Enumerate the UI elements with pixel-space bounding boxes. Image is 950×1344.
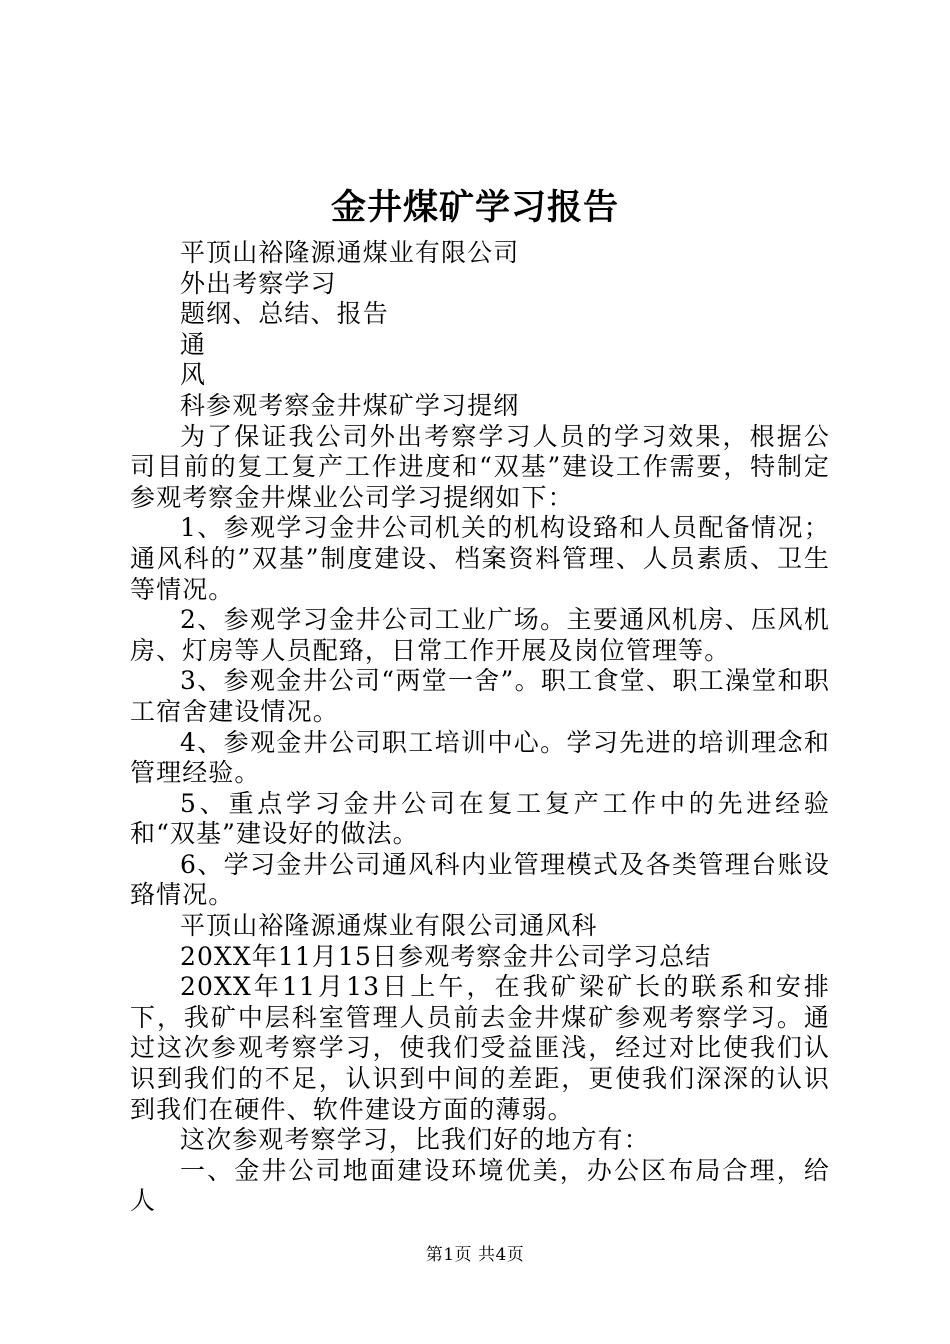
paragraph: 科参观考察金井煤矿学习提纲 [180, 390, 520, 420]
paragraph: 平顶山裕隆源通煤业有限公司 [180, 238, 520, 267]
paragraph: 1、参观学习金井公司机关的机构设臵和人员配备情况；通风科的”双基”制度建设、档案资料管理、人员素质、卫生等情况。 [130, 513, 830, 604]
paragraph: 4、参观金井公司职工培训中心。学习先进的培训理念和管理经验。 [130, 727, 830, 788]
paragraph: 5、重点学习金井公司在复工复产工作中的先进经验和“双基”建设好的做法。 [130, 788, 830, 849]
paragraph: 外出考察学习 [180, 268, 337, 298]
paragraph: 20XX年11月15日参观考察金井公司学习总结 [180, 941, 712, 971]
paragraph: 6、学习金井公司通风科内业管理模式及各类管理台账设臵情况。 [130, 849, 830, 910]
paragraph: 这次参观考察学习，比我们好的地方有： [180, 1125, 650, 1155]
paragraph: 为了保证我公司外出考察学习人员的学习效果，根据公司目前的复工复产工作进度和“双基”建设工作需要，特制定参观考察金井煤业公司学习提纲如下： [130, 421, 830, 512]
paragraph: 风 [180, 360, 207, 390]
paragraph: 2、参观学习金井公司工业广场。主要通风机房、压风机房、灯房等人员配臵，日常工作开展及岗位管理等。 [130, 605, 830, 665]
page-number-footer: 第1页 共4页 [425, 1245, 525, 1265]
document-body [130, 238, 830, 1217]
paragraph: 平顶山裕隆源通煤业有限公司通风科 [180, 911, 598, 941]
paragraph: 20XX年11月13日上午，在我矿梁矿长的联系和安排下，我矿中层科室管理人员前去金井煤矿参观考察学习。通过这次参观考察学习，使我们受益匪浅，经过对比使我们认识到我们的不足，认识到中间的差距，更使我们深深的认识到我们在硬件、软件建设方面的薄弱。 [130, 972, 830, 1124]
paragraph: 题纲、总结、报告 [180, 299, 389, 329]
paragraph: 3、参观金井公司“两堂一舍”。职工食堂、职工澡堂和职工宿舍建设情况。 [130, 666, 830, 726]
document-title: 金井煤矿学习报告 [330, 187, 619, 228]
paragraph: 一、金井公司地面建设环境优美，办公区布局合理，给人 [130, 1155, 830, 1216]
paragraph: 通 [180, 329, 207, 359]
